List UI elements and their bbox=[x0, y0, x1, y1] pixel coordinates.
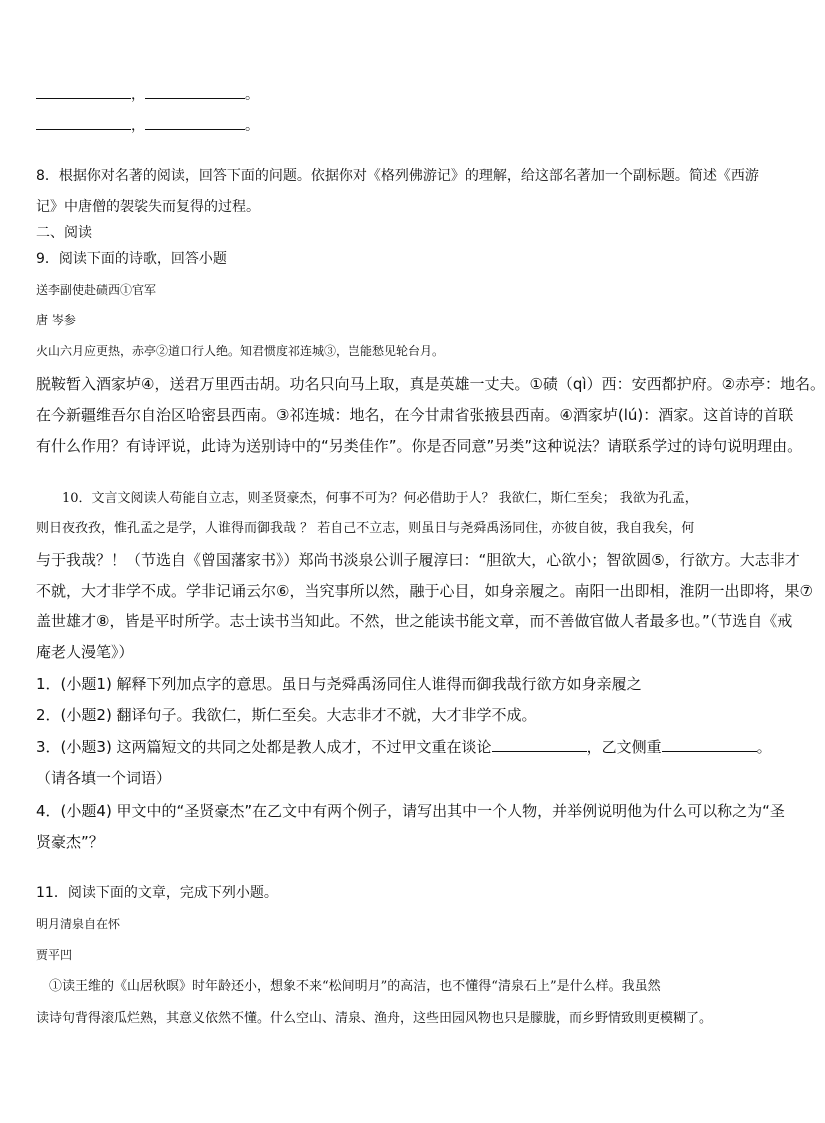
answer-blank[interactable] bbox=[36, 115, 131, 130]
q10-line-4: 不就，大才非学不成。学非记诵云尔⑥，当究事所以然，融于心目，如身亲履之。南阳一出即相，淮阴一出即将，果⑦ bbox=[36, 582, 813, 600]
article-author: 贾平凹 bbox=[36, 948, 73, 962]
q10-sub3-text-a: 3．(小题3) 这两篇短文的共同之处都是教人成才，不过甲文重在谈论 bbox=[36, 738, 492, 756]
q10-subquestion-3 bbox=[36, 736, 772, 758]
q10-sub3-text-c: 。 bbox=[756, 738, 772, 756]
q9-line-b: 在今新疆维吾尔自治区哈密县西南。③祁连城：地名，在今甘肃省张掖县西南。④酒家垆(lú)：酒家。这首诗的首联 bbox=[36, 406, 794, 424]
q8-line-2: 记》中唐僧的袈裟失而复得的过程。 bbox=[36, 199, 260, 215]
answer-blank[interactable] bbox=[492, 737, 587, 752]
section-heading: 二、阅读 bbox=[36, 225, 92, 241]
q9-line-a: 脱鞍暂入酒家垆④，送君万里西击胡。功名只向马上取，真是英雄一丈夫。①碛（qì）西：安西都护府。②赤亭：地名。 bbox=[36, 375, 825, 393]
separator: ， bbox=[131, 87, 145, 103]
article-paragraph-1-line-1: ①读王维的《山居秋暝》时年龄还小，想象不来“松间明月”的高洁，也不懂得“清泉石上”是什么样。我虽然 bbox=[36, 979, 661, 994]
q9-prompt: 9．阅读下面的诗歌，回答小题 bbox=[36, 251, 227, 267]
q10-subquestion-4-line-2: 贤豪杰”？ bbox=[36, 833, 104, 851]
q10-line-3: 与于我哉？！（节选自《曾国藩家书》）郑尚书淡泉公训子履淳曰：“胆欲大，心欲小；智欲圆⑤，行欲方。大志非才 bbox=[36, 551, 800, 569]
answer-blank[interactable] bbox=[145, 84, 245, 99]
q10-subquestion-2: 2．(小题2) 翻译句子。我欲仁，斯仁至矣。大志非才不就，大才非学不成。 bbox=[36, 706, 537, 724]
answer-blank[interactable] bbox=[145, 115, 245, 130]
period: 。 bbox=[245, 118, 259, 134]
q10-subquestion-1: 1．(小题1) 解释下列加点字的意思。虽日与尧舜禹汤同住人谁得而御我哉行欲方如身亲履之 bbox=[36, 675, 642, 693]
q10-subquestion-4-line-1: 4．(小题4) 甲文中的“圣贤豪杰”在乙文中有两个例子，请写出其中一个人物，并举例说明他为什么可以称之为“圣 bbox=[36, 802, 785, 820]
q10-line-1: 10．文言文阅读人苟能自立志，则圣贤豪杰，何事不可为？何必借助于人？ 我欲仁，斯仁至矣； 我欲为孔孟， bbox=[36, 491, 698, 506]
q10-line-2: 则日夜孜孜，惟孔孟之是学，人谁得而御我哉 ？ 若自己不立志，则虽日与尧舜禹汤同住，亦彼自彼，我自我矣，何 bbox=[36, 521, 695, 536]
period: 。 bbox=[245, 87, 259, 103]
q10-sub3-text-b: ，乙文侧重 bbox=[586, 738, 662, 756]
q10-sub3-note: （请各填一个词语） bbox=[36, 769, 172, 787]
fill-line-1 bbox=[36, 84, 766, 106]
q9-line-c: 有什么作用？有诗评说，此诗为送别诗中的“另类佳作”。你是否同意”另类”这种说法？请联系学过的诗句说明理由。 bbox=[36, 437, 803, 455]
poem-line-1: 火山六月应更热，赤亭②道口行人绝。知君惯度祁连城③，岂能愁见轮台月。 bbox=[36, 344, 445, 358]
poem-title: 送李副使赴碛西①官军 bbox=[36, 283, 157, 297]
answer-blank[interactable] bbox=[36, 84, 131, 99]
q11-prompt: 11．阅读下面的文章，完成下列小题。 bbox=[36, 885, 278, 901]
q10-line-6: 庵老人漫笔》） bbox=[36, 643, 134, 661]
poem-author: 唐 岑参 bbox=[36, 313, 76, 327]
article-title: 明月清泉自在怀 bbox=[36, 917, 121, 931]
answer-blank[interactable] bbox=[662, 737, 757, 752]
fill-line-2 bbox=[36, 115, 766, 137]
q10-line-5: 盖世雄才⑧，皆是平时所学。志士读书当知此。不然，世之能读书能文章，而不善做官做人者最多也。”（节选自《戒 bbox=[36, 612, 793, 630]
separator: ， bbox=[131, 118, 145, 134]
article-paragraph-1-line-2: 读诗句背得滚瓜烂熟，其意义依然不懂。什么空山、清泉、渔舟，这些田园风物也只是朦胧，而乡野情致則更模糊了。 bbox=[36, 1011, 713, 1026]
q8-line-1: 8．根据你对名著的阅读，回答下面的问题。依据你对《格列佛游记》的理解，给这部名著加一个副标题。简述《西游 bbox=[36, 168, 759, 184]
